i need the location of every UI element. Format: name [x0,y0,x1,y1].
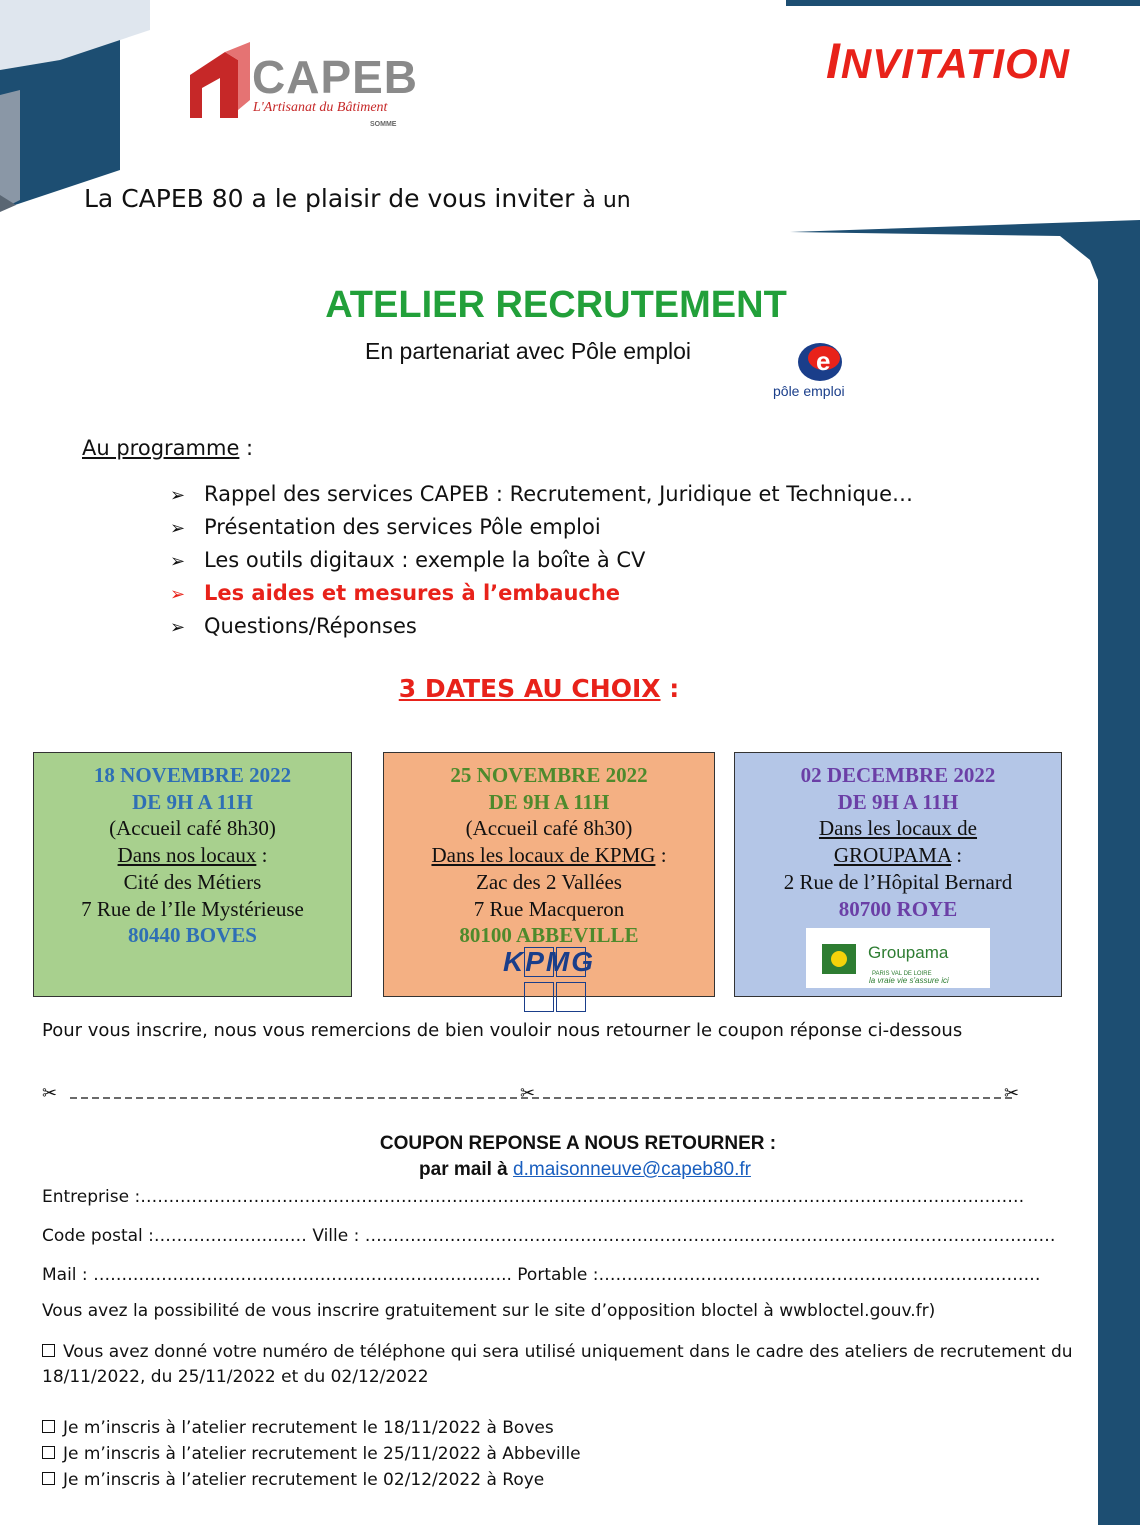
list-item: ➢ Les outils digitaux : exemple la boîte à CV [170,544,913,577]
session-welcome: (Accueil café 8h30) [465,816,633,841]
groupama-logo-slogan: la vraie vie s'assure ici [869,976,949,986]
checkbox[interactable] [42,1446,55,1459]
programme-list [170,478,913,643]
groupama-logo [806,928,990,988]
mail-portable-field[interactable]: Mail : ……………………………………………………………….. Portable :…………………………………………………………………… [42,1265,1041,1285]
email-link[interactable]: d.maisonneuve@capeb80.fr [513,1159,751,1180]
session-time: DE 9H A 11H [488,789,610,814]
programme-label: Au programme : [82,436,254,460]
session-address-line: 7 Rue Macqueron [473,896,625,921]
arrow-icon: ➢ [170,584,186,605]
pole-emploi-logo-icon [790,340,850,382]
list-item: ➢ Présentation des services Pôle emploi [170,511,913,544]
inscription-instructions: Pour vous inscrire, nous vous remercions de bien vouloir nous retourner le coupon réponse ci-dessous [42,1020,963,1041]
checkbox[interactable] [42,1420,55,1433]
cut-line [42,1084,1032,1104]
session-venue: Dans les locaux de [818,816,978,841]
session-address-line: 7 Rue de l’Ile Mystérieuse [81,896,304,921]
arrow-icon: ➢ [170,485,186,506]
intro-text: La CAPEB 80 a le plaisir de vous inviter à un [84,184,631,213]
choice-checkbox-boves[interactable]: Je m’inscris à l’atelier recrutement le 18/11/2022 à Boves [42,1418,554,1438]
capeb-logo-region: SOMME [370,121,397,128]
session-city: 80440 BOVES [128,923,257,948]
session-address-line: Cité des Métiers [123,869,262,894]
arrow-icon: ➢ [170,617,186,638]
session-city: 80700 ROYE [838,896,958,921]
capeb-logo-tagline: L'Artisanat du Bâtiment [253,100,388,115]
capeb-logo-text: CAPEB [252,51,419,103]
arrow-icon: ➢ [170,518,186,539]
session-date: 25 NOVEMBRE 2022 [450,763,648,787]
session-time: DE 9H A 11H [132,789,253,814]
capeb-logo-icon [180,40,260,120]
bloctel-notice: Vous avez la possibilité de vous inscrire gratuitement sur le site d’opposition bloctel à wwbloctel.gouv.fr) [42,1301,936,1321]
session-venue: Dans nos locaux : [117,843,268,868]
groupama-logo-name: Groupama [868,943,949,963]
groupama-logo-subtitle: PARIS VAL DE LOIRE [872,971,932,978]
kpmg-logo: KPMG [503,949,595,976]
checkbox[interactable] [42,1344,55,1357]
session-address-line: Zac des 2 Vallées [476,869,622,894]
list-item: ➢ Les aides et mesures à l’embauche [170,577,913,610]
svg-text:✂: ✂ [520,1084,536,1104]
svg-text:e: e [816,346,831,376]
session-address-line: 2 Rue de l’Hôpital Bernard [783,869,1013,894]
session-date: 02 DECEMBRE 2022 [800,763,996,787]
code-postal-ville-field[interactable]: Code postal :……………………… Ville : …………………………………………………………..……………………………………………… [42,1226,1056,1246]
session-card-roye [734,752,1062,997]
list-item: ➢ Rappel des services CAPEB : Recrutement, Juridique et Technique… [170,478,913,511]
checkbox[interactable] [42,1472,55,1485]
session-card-abbeville [383,752,715,997]
choice-checkbox-abbeville[interactable]: Je m’inscris à l’atelier recrutement le 25/11/2022 à Abbeville [42,1444,581,1464]
session-card-boves [33,752,352,997]
coupon-title: COUPON REPONSE A NOUS RETOURNER : [379,1133,777,1154]
svg-text:✂: ✂ [1004,1084,1020,1104]
session-city: 80100 ABBEVILLE [459,923,639,948]
groupama-logo-icon [822,944,856,974]
session-venue: Dans les locaux de KPMG : [431,843,667,868]
session-venue: GROUPAMA : [833,843,963,868]
dates-title: 3 DATES AU CHOIX : [398,674,680,703]
entreprise-field[interactable]: Entreprise :………………………………………………………………………………………………………………………………………… [42,1187,1025,1207]
session-date: 18 NOVEMBRE 2022 [93,763,292,787]
pole-emploi-logo-text: pôle emploi [773,383,845,399]
consent-checkbox-row[interactable]: Vous avez donné votre numéro de téléphone qui sera utilisé uniquement dans le cadre des ateliers de recrutement du 18/11/2022, du 25/11/2022 et du 02/12/2022 [42,1342,1073,1387]
event-title: ATELIER RECRUTEMENT [325,284,787,326]
session-welcome: (Accueil café 8h30) [109,816,276,841]
coupon-mail: par mail à d.maisonneuve@capeb80.fr [419,1159,751,1180]
event-subtitle: En partenariat avec Pôle emploi [365,338,692,364]
session-time: DE 9H A 11H [837,789,959,814]
choice-checkbox-roye[interactable]: Je m’inscris à l’atelier recrutement le 02/12/2022 à Roye [42,1470,544,1490]
invitation-title: INVITATION [826,33,1070,89]
arrow-icon: ➢ [170,551,186,572]
list-item: ➢ Questions/Réponses [170,610,913,643]
svg-text:✂: ✂ [42,1084,58,1104]
